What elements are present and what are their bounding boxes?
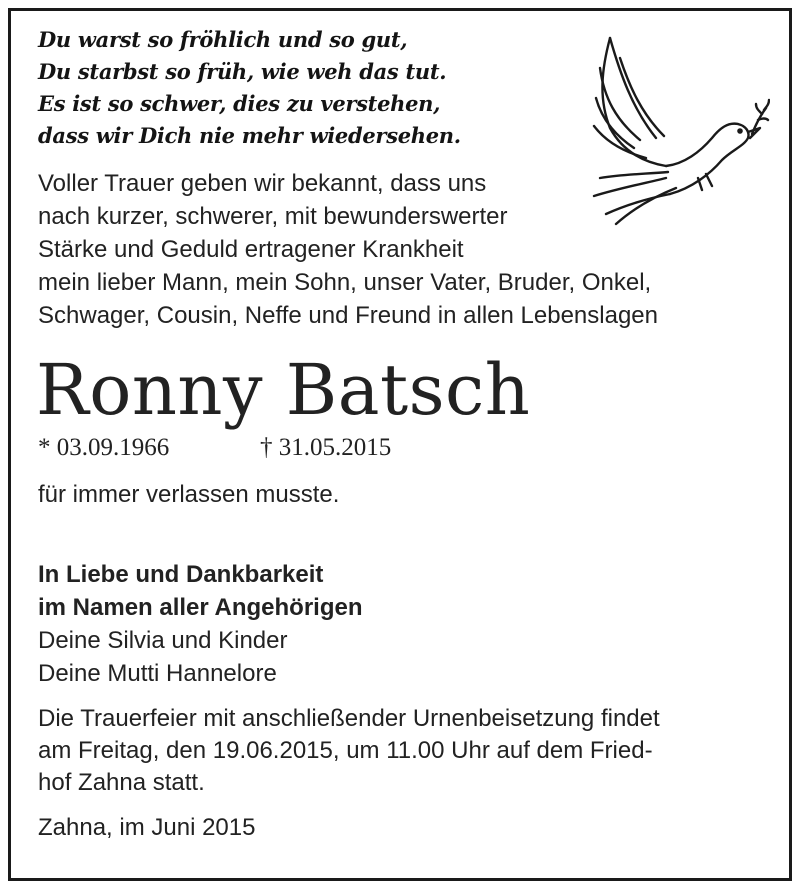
funeral-line: hof Zahna statt. (38, 769, 205, 796)
announcement-line: mein lieber Mann, mein Sohn, unser Vater, Bruder, Onkel, (38, 269, 652, 296)
announcement-line: Voller Trauer geben wir bekannt, dass uns (38, 170, 487, 197)
place-date: Zahna, im Juni 2015 (38, 814, 256, 841)
poem-line: Es ist so schwer, dies zu verstehen, (38, 91, 441, 116)
life-dates (38, 432, 392, 464)
announcement-text (38, 167, 658, 332)
closing-line: für immer verlassen musste. (38, 481, 340, 508)
signature-block (38, 558, 363, 690)
mourner-name: Deine Silvia und Kinder (38, 627, 288, 654)
announcement-line: Schwager, Cousin, Neffe und Freund in allen Lebenslagen (38, 302, 658, 329)
poem-line: dass wir Dich nie mehr wiedersehen. (38, 123, 461, 148)
signature-heading: In Liebe und Dankbarkeit (38, 561, 324, 588)
birth-date: * 03.09.1966 (38, 434, 170, 461)
announcement-line: nach kurzer, schwerer, mit bewunderswerter (38, 203, 508, 230)
death-date: † 31.05.2015 (260, 434, 392, 461)
deceased-name: Ronny Batsch (36, 349, 531, 431)
poem-line: Du warst so fröhlich und so gut, (38, 27, 408, 52)
funeral-info (38, 703, 660, 799)
mourner-name: Deine Mutti Hannelore (38, 660, 277, 687)
signature-heading: im Namen aller Angehörigen (38, 594, 363, 621)
funeral-line: am Freitag, den 19.06.2015, um 11.00 Uhr auf dem Fried- (38, 737, 653, 764)
funeral-line: Die Trauerfeier mit anschließender Urnenbeisetzung findet (38, 705, 660, 732)
announcement-line: Stärke und Geduld ertragener Krankheit (38, 236, 464, 263)
poem-verse (38, 24, 461, 152)
poem-line: Du starbst so früh, wie weh das tut. (38, 59, 447, 84)
